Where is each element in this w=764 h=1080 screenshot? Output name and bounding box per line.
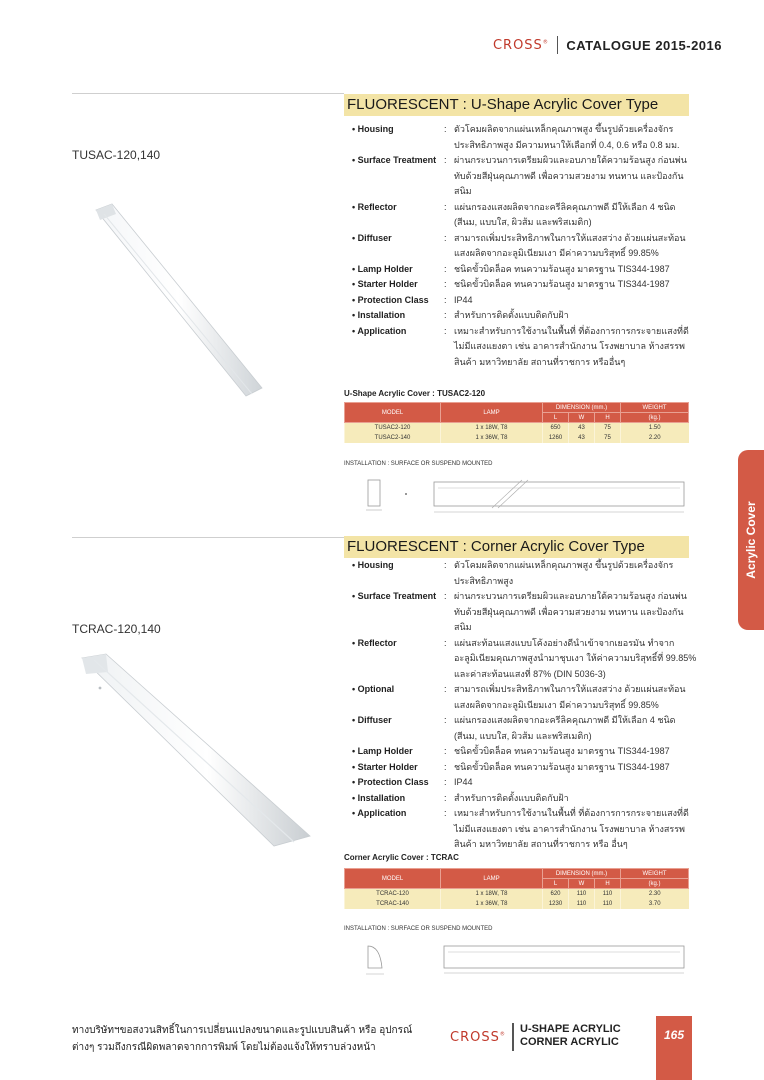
spec-row: • Reflector : แผ่นกรองแสงผลิตจากอะครีลิคคุณภาพดี มีให้เลือก 4 ชนิด (สีนม, แบบใส, ผิวส้ม และพริสเมติก) <box>352 201 676 227</box>
u-shape-dimension-drawing <box>362 474 692 520</box>
spec-row: • Diffuser : สามารถเพิ่มประสิทธิภาพในการให้แสงสว่าง ด้วยแผ่นสะท้อนแสงผลิตจากอะลูมิเนียมเงา มีค่าความบริสุทธิ์ 99.85% <box>352 232 686 258</box>
model-label: TUSAC-120,140 <box>72 148 161 162</box>
col-w: W <box>569 413 595 423</box>
u-shape-fixture-image <box>86 200 266 400</box>
col-model: MODEL <box>345 403 441 423</box>
corner-fixture-image <box>74 650 314 850</box>
spec-row: • Housing : ตัวโคมผลิตจากแผ่นเหล็กคุณภาพสูง ขึ้นรูปด้วยเครื่องจักรประสิทธิภาพสูง <box>352 560 674 586</box>
col-w: W <box>569 879 595 889</box>
section-title: FLUORESCENT : U-Shape Acrylic Cover Type <box>344 94 689 116</box>
spec-row: • Housing : ตัวโคมผลิตจากแผ่นเหล็กคุณภาพสูง ขึ้นรูปด้วยเครื่องจักรประสิทธิภาพสูง มีความหนาให้เลือกที่ 0.4, 0.6 หรือ 0.8 มม. <box>352 124 680 150</box>
spec-list <box>352 122 697 370</box>
footer-divider <box>512 1023 514 1051</box>
spec-list <box>352 558 697 853</box>
col-l: L <box>543 879 569 889</box>
table-row: TUSAC2-140 1 x 36W, T8 1260 43 75 2.20 <box>345 433 689 443</box>
spec-row: • Installation : สำหรับการติดตั้งแบบติดกับฝ้า <box>352 310 569 320</box>
spec-row: • Installation : สำหรับการติดตั้งแบบติดกับฝ้า <box>352 792 569 803</box>
col-h: H <box>595 413 621 423</box>
section-title: FLUORESCENT : Corner Acrylic Cover Type <box>344 536 689 558</box>
table-row: TCRAC-140 1 x 36W, T8 1230 110 110 3.70 <box>345 899 689 909</box>
col-l: L <box>543 413 569 423</box>
col-weight: WEIGHT <box>621 403 689 413</box>
col-model: MODEL <box>345 869 441 889</box>
install-note: INSTALLATION : SURFACE OR SUSPEND MOUNTED <box>344 461 493 467</box>
spec-row: • Protection Class : IP44 <box>352 777 473 787</box>
spec-row: • Optional : สามารถเพิ่มประสิทธิภาพในการให้แสงสว่าง ด้วยแผ่นสะท้อนแสงผลิตจากอะลูมิเนียมเงา มีค่าความบริสุทธิ์ 99.85% <box>352 684 686 710</box>
spec-row: • Surface Treatment : ผ่านกระบวนการเตรียมผิวและอบภายใต้ความร้อนสูง ก่อนพ่นทับด้วยสีฝุ่นคุณภาพดี เพื่อความสวยงาม ทนทาน และป้องกันสนิม <box>352 155 687 196</box>
page-number-box <box>656 1016 692 1080</box>
col-h: H <box>595 879 621 889</box>
catalogue-title: CATALOGUE 2015-2016 <box>566 37 722 53</box>
col-weight-unit: (kg.) <box>621 879 689 889</box>
col-lamp: LAMP <box>441 403 543 423</box>
spec-row: • Starter Holder : ชนิดขั้วบิดล็อค ทนความร้อนสูง มาตรฐาน TIS344-1987 <box>352 279 670 289</box>
spec-row: • Reflector : แผ่นสะท้อนแสงแบบโค้งอย่างดีนำเข้าจากเยอรมัน ทำจากอะลูมิเนียมคุณภาพสูงนำมาชุบเงา ให้ค่าความบริสุทธิ์ที่ 99.85% และค่าสะท้อนแสงที่ 87% (DIN 5036-3) <box>352 637 697 679</box>
side-tab-label: Acrylic Cover <box>744 501 758 579</box>
spec-row: • Lamp Holder : ชนิดขั้วบิดล็อค ทนความร้อนสูง มาตรฐาน TIS344-1987 <box>352 263 670 274</box>
col-weight: WEIGHT <box>621 869 689 879</box>
footer-disclaimer: ทางบริษัทฯขอสงวนสิทธิ์ในการเปลี่ยนแปลงขนาดและรูปแบบสินค้า หรือ อุปกรณ์ ต่างๆ รวมถึงกรณีผิดพลาดจากการพิมพ์ โดยไม่ต้องแจ้งให้ทราบล่วงหน้า <box>72 1025 413 1053</box>
spec-row: • Protection Class : IP44 <box>352 294 473 305</box>
col-weight-unit: (kg.) <box>621 413 689 423</box>
corner-dimension-drawing <box>362 940 692 980</box>
footer-category: U-SHAPE ACRYLIC CORNER ACRYLIC <box>520 1023 621 1048</box>
section-divider <box>72 93 344 94</box>
spec-table <box>344 868 689 909</box>
spec-row: • Starter Holder : ชนิดขั้วบิดล็อค ทนความร้อนสูง มาตรฐาน TIS344-1987 <box>352 761 670 772</box>
table-row: TCRAC-120 1 x 18W, T8 620 110 110 2.30 <box>345 889 689 899</box>
spec-table <box>344 402 689 443</box>
spec-row: • Lamp Holder : ชนิดขั้วบิดล็อค ทนความร้อนสูง มาตรฐาน TIS344-1987 <box>352 746 670 756</box>
install-note: INSTALLATION : SURFACE OR SUSPEND MOUNTED <box>344 926 493 932</box>
section-divider <box>72 537 344 538</box>
table-title: Corner Acrylic Cover : TCRAC <box>344 853 459 862</box>
page-header <box>493 36 722 54</box>
spec-row: • Surface Treatment : ผ่านกระบวนการเตรียมผิวและอบภายใต้ความร้อนสูง ก่อนพ่นทับด้วยสีฝุ่นคุณภาพดี เพื่อความสวยงาม ทนทาน และป้องกันสนิม <box>352 591 687 632</box>
col-dimension: DIMENSION (mm.) <box>543 869 621 879</box>
spec-row: • Diffuser : แผ่นกรองแสงผลิตจากอะครีลิคคุณภาพดี มีให้เลือก 4 ชนิด (สีนม, แบบใส, ผิวส้ม และพริสเมติก) <box>352 715 676 741</box>
brand-logo: CROSS® <box>492 37 549 53</box>
footer-brand-logo: CROSS® <box>450 1030 506 1045</box>
spec-row: • Application : เหมาะสำหรับการใช้งานในพื้นที่ ที่ต้องการการกระจายแสงที่ดี ไม่มีแสงแยงตา เช่น อาคารสำนักงาน โรงพยาบาล ห้างสรรพสินค้า มหาวิทยาลัย สถานที่ราชการ หรือ อื่นๆ <box>352 808 689 849</box>
spec-row: • Application : เหมาะสำหรับการใช้งานในพื้นที่ ที่ต้องการการกระจายแสงที่ดี ไม่มีแสงแยงตา เช่น อาคารสำนักงาน โรงพยาบาล ห้างสรรพสินค้า มหาวิทยาลัย สถานที่ราชการ หรืออื่นๆ <box>352 325 689 367</box>
col-dimension: DIMENSION (mm.) <box>543 403 621 413</box>
header-divider <box>557 36 559 54</box>
table-row: TUSAC2-120 1 x 18W, T8 650 43 75 1.50 <box>345 423 689 433</box>
table-title: U-Shape Acrylic Cover : TUSAC2-120 <box>344 389 486 398</box>
col-lamp: LAMP <box>441 869 543 889</box>
page-number: 165 <box>663 1028 685 1042</box>
side-tab <box>738 450 764 630</box>
model-label: TCRAC-120,140 <box>72 622 161 636</box>
